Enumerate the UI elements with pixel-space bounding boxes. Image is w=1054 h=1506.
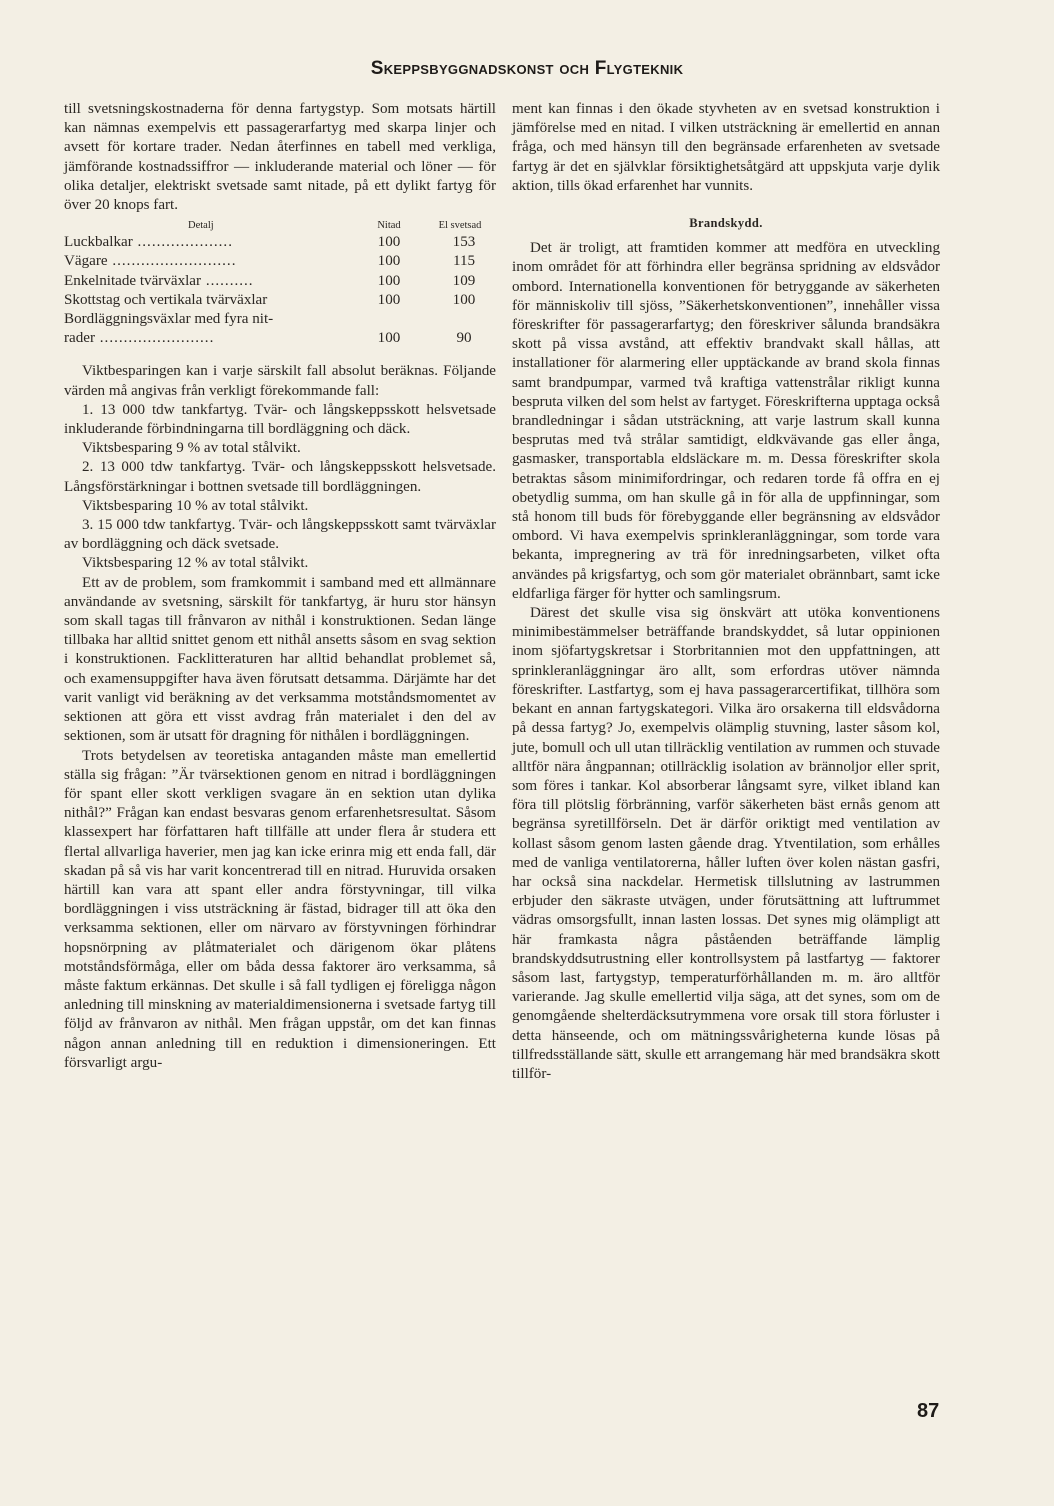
paragraph: Viktbesparingen kan i varje särskilt fall absolut beräknas. Följande värden må angivas från verkligt förekommande fall: bbox=[64, 363, 496, 399]
row-riveted: 100 bbox=[377, 272, 401, 289]
table-row bbox=[64, 329, 496, 348]
row-name-line1: Bordläggningsväxlar med fyra nit- bbox=[64, 311, 274, 328]
leader-dots: .................... bbox=[132, 234, 233, 251]
running-header: Skeppsbyggnadskonst och Flygteknik bbox=[370, 58, 684, 79]
row-name: Vägare bbox=[64, 253, 108, 270]
leader-dots: .......................... bbox=[107, 253, 237, 270]
case-3: 3. 15 000 tdw tankfartyg. Tvär- och långskeppsskott samt tvärväxlar av bordläggning och däck svetsade. bbox=[64, 517, 496, 553]
case-1-saving: Viktsbesparing 9 % av total stålvikt. bbox=[82, 440, 301, 457]
paragraph-continued: ment kan finnas i den ökade styvheten av en svetsad konstruktion i jämförelse med en nitad. I vilken utsträckning är emellertid en annan fråga, och med hänsyn till den begränsade erfarenheten av svetsade fartyg är det en självklar försiktighetsåtgärd att uppskjuta varje dylik aktion, tills ökad erfarenhet har vunnits. bbox=[512, 101, 940, 194]
intro-paragraph: till svetsningskostnaderna för denna fartygstyp. Som motsats härtill kan nämnas exempelvis ett passagerarfartyg med skarpa linjer och avsett för kortare trader. Nedan återfinnes en tabell med verkliga, jämförande kostnadssiffror — inkluderande material och löner — för olika detaljer, elektriskt svetsade samt nitade, på ett dylikt fartyg för över 20 knops fart. bbox=[64, 101, 496, 214]
case-3-saving: Viktsbesparing 12 % av total stålvikt. bbox=[82, 555, 309, 572]
header-detail: Detalj bbox=[188, 220, 214, 232]
row-name: Luckbalkar bbox=[64, 234, 133, 251]
row-welded: 115 bbox=[452, 253, 476, 270]
leader-dots: ........................ bbox=[95, 330, 215, 347]
row-name-line2: rader bbox=[64, 330, 95, 347]
row-name: Skottstag och vertikala tvärväxlar bbox=[64, 291, 268, 308]
section-heading: Brandskydd. bbox=[689, 216, 763, 231]
left-column bbox=[64, 100, 496, 1073]
row-name: Enkelnitade tvärväxlar bbox=[64, 272, 202, 289]
row-riveted: 100 bbox=[377, 330, 401, 347]
row-welded: 100 bbox=[452, 291, 476, 308]
table-row bbox=[64, 272, 496, 291]
table-row bbox=[64, 252, 496, 271]
row-riveted: 100 bbox=[377, 253, 401, 270]
row-welded: 153 bbox=[452, 234, 476, 251]
page-number: 87 bbox=[917, 1400, 940, 1422]
cost-comparison-table bbox=[64, 219, 496, 348]
case-2-saving: Viktsbesparing 10 % av total stålvikt. bbox=[82, 497, 309, 514]
row-riveted: 100 bbox=[377, 291, 401, 308]
table-row bbox=[64, 233, 496, 252]
row-welded: 109 bbox=[452, 272, 476, 289]
row-riveted: 100 bbox=[377, 234, 401, 251]
header-riveted: Nitad bbox=[377, 220, 401, 232]
table-row bbox=[64, 310, 496, 329]
paragraph: Ett av de problem, som framkommit i samband med ett allmännare användande av svetsning, särskilt för tankfartyg, är huru stor hänsyn som skall tagas till frånvaron av nithål i konstruktionen. Sedan länge tillbaka har alltid snittet genom ett nithål ansetts såsom en svag sektion i konstruktionen. Facklitteraturen har alltid behandlat problemet så, och examensuppgifter hava även förutsatt detsamma. Därjämte har det varit vanligt vid beräkning av det verksamma motståndsmomentet av sektionen att göra ett visst avdrag från materialet i den del av sektionen, som är utsatt för dragning för nithålen i bordläggningen. bbox=[64, 574, 496, 745]
table-header-row bbox=[64, 219, 496, 233]
paragraph: Därest det skulle visa sig önskvärt att utöka konventionens minimibestämmelser beträffande brandskyddet, så lutar oppinionen inom sjöfartygskretsar i Storbritannien mot den uppfattningen, att sprinkleranläggningar äro allt, som erfordras utöver nämnda föreskrifter. Lastfartyg, som ej hava passagerarcertifikat, tillhöra som bekant en annan fartygskategori. Vilka äro orsakerna till eldsvådorna på dessa fartyg? Jo, exempelvis olämplig stuvning, laster såsom kol, jute, bomull och ull utan tillräcklig ventilation av rummen och stuvade alltför nära ångpannan; otillräcklig isolation av brännoljor eller sprit, som föres i tankar. Kol absorberar långsamt syre, vilket ibland kan föra till plötslig förbränning, varför säkerheten bäst ernås genom att begränsa syretillförseln. Det är därför oriktigt med ventilation av kollast såsom genom lasten gående drag. Ytventilation, som erhålles med de vanliga ventilatorerna, håller luften över kolen nästan gasfri, har också sina nackdelar. Hermetisk tillslutning av lastrummen erbjuder den säkraste utvägen, under förutsättning att luftrummet vädras omsorgsfullt, innan lasten lossas. Det synes mig olämpligt att här framkasta några påståenden beträffande lämplig brandskyddsutrustning eller kontrollsystem på lastfartyg — faktorer såsom last, fartygstyp, temperaturförhållanden m. m. äro alltför varierande. Jag skulle emellertid vilja säga, att det synes, som om de genomgående shelterdäcksutrymmena vore orsak till stora förluster i detta hänseende, och om mätningssvårigheterna kunde lösas på tillfredsställande sätt, skulle ett arrangemang här med brandsäkra skott tillför- bbox=[512, 605, 940, 1082]
case-1: 1. 13 000 tdw tankfartyg. Tvär- och långskeppsskott helsvetsade inkluderande förbindningarna till bordläggning och däck. bbox=[64, 401, 496, 438]
paragraph: Trots betydelsen av teoretiska antaganden måste man emellertid ställa sig frågan: ”Är tvärsektionen genom en nitrad i bordläggningen för spant eller skott verkligen svagare än en sektion utan dylika nithål?” Frågan kan endast besvaras genom erfarenhetsresultat. Såsom klassexpert har författaren haft tillfälle att under flera år studera ett flertal allvarliga haverier, men jag kan icke erinra mig ett enda fall, där skadan på så vis har varit koncentrerad till en nitrad. Huruvida orsaken härtill kan vara att spant eller andra förstyvningar, till vilka bordläggningen i viss utsträckning är fästad, bidrager till att öka den verksamma sektionen, eller om närvaro av förstyvningen förhindrar hopsnörpning av plåtmaterialet och därigenom ökar plåtens motståndsförmåga, eller om båda dessa faktorer äro verksamma, så måste faktum erkännas. Det skulle i så fall tydligen ej föreligga någon anledning till minskning av materialdimensionerna i svetsade fartyg till följd av frånvaron av nithål. Men frågan uppstår, om det kan finnas någon annan anledning till en reduktion i dimensioneringen. Ett försvarligt argu- bbox=[64, 747, 496, 1071]
row-welded: 90 bbox=[456, 330, 472, 347]
header-welded: El svetsad bbox=[438, 220, 482, 232]
leader-dots: .......... bbox=[201, 272, 254, 289]
case-2: 2. 13 000 tdw tankfartyg. Tvär- och långskeppsskott helsvetsade. Långsförstärkningar i bottnen svetsade till bordläggningen. bbox=[64, 459, 496, 495]
table-row bbox=[64, 291, 496, 310]
paragraph: Det är troligt, att framtiden kommer att medföra en utveckling inom området för att förhindra eller begränsa spridning av eldsvådor ombord. Internationella konventionen för betryggande av säkerheten för människoliv till sjöss, ”Säkerhetskonventionen”, innehåller vissa föreskrifter för passagerarfartyg; den föreskriver sålunda brandsäkra skott på vissa avstånd, att effektiv brandvakt skall hållas, att installationer för alarmering eller upptäckande av brand skola finnas samt brandpumpar, varmed två kraftiga vattenstrålar rikligt kunna bespruta vilken del som helst av fartyget. Föreskrifterna upptaga också brandledningar i sådan utsträckning, att varje lastrum skall kunna besprutas med två strålar samtidigt, eldkvävande gas eller ånga, gasmasker, transportabla eldsläckare m. m. Dessa föreskrifter skola betraktas såsom minimifordringar, och redaren torde få offra en ej obetydlig summa, om han skulle gå in för alla de uppfinningar, som stå honom till buds för förebyggande eller begränsning av eldsvådor ombord. Vi hava exempelvis sprinkleranläggningar, som torde vara bekanta, impregnering av trä för inredningsarbeten, vilket ofta användes på krigsfartyg, och som gör materialet obrännbart, samt icke eldfarliga färger för hytter och samlingsrum. bbox=[512, 240, 940, 602]
right-column bbox=[512, 100, 940, 1084]
